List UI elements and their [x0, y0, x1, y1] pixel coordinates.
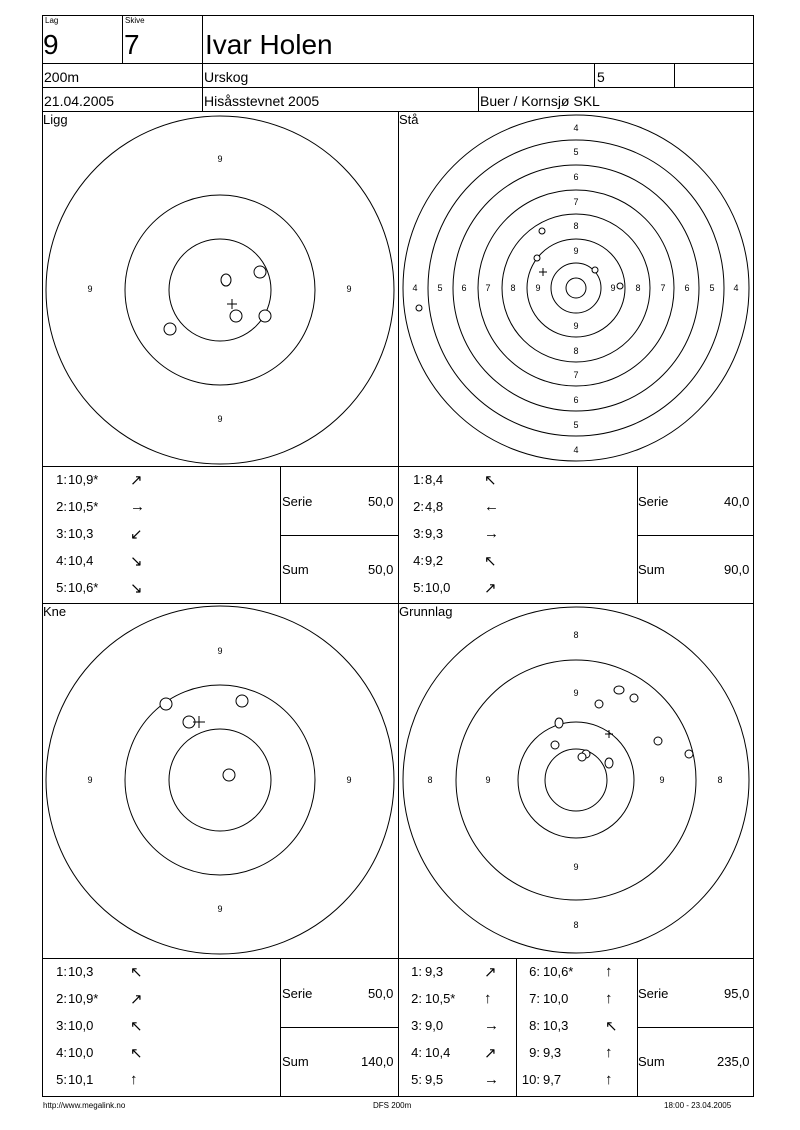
shot-hole [654, 737, 662, 745]
shot-value: 9,3 [543, 1045, 562, 1060]
shot-value: 9,3 [425, 526, 444, 541]
direction-arrow-icon: ↑ [605, 963, 613, 980]
svg-text:8: 8 [573, 221, 579, 231]
direction-arrow-icon: ↗ [130, 991, 143, 1008]
shot-number: 7: [529, 991, 540, 1006]
ligg-sum-label: Sum [282, 562, 309, 577]
shot-number: 4: [56, 553, 67, 568]
direction-arrow-icon: → [484, 1071, 499, 1088]
footer-center: DFS 200m [373, 1101, 412, 1110]
shot-hole [539, 228, 545, 234]
direction-arrow-icon: ↖ [484, 553, 497, 570]
ligg-serie-value: 50,0 [368, 494, 394, 509]
sta-target [398, 112, 754, 466]
shot-value: 10,5* [425, 991, 456, 1006]
kne-serie-label: Serie [282, 986, 313, 1001]
shot-number: 8: [529, 1018, 540, 1033]
sta-sum-label: Sum [638, 562, 665, 577]
shot-number: 2: [413, 499, 424, 514]
shot-value: 10,3 [68, 964, 94, 979]
shot-number: 2: [411, 991, 422, 1006]
mean-cross [605, 730, 613, 738]
ligg-target [42, 112, 398, 466]
kne-title: Kne [43, 604, 67, 619]
direction-arrow-icon: ← [484, 498, 499, 515]
svg-text:9: 9 [535, 283, 541, 293]
shot-value: 9,5 [425, 1072, 444, 1087]
svg-text:7: 7 [485, 283, 491, 293]
shot-hole [230, 310, 242, 322]
svg-text:9: 9 [573, 862, 579, 872]
shot-hole [254, 266, 266, 278]
lag-value: 9 [43, 29, 59, 60]
sta-title: Stå [399, 112, 419, 127]
direction-arrow-icon: ↖ [130, 1018, 143, 1035]
shot-number: 4: [413, 553, 424, 568]
svg-text:4: 4 [573, 123, 579, 133]
direction-arrow-icon: ↖ [484, 472, 497, 489]
shot-value: 10,1 [68, 1072, 94, 1087]
shot-number: 5: [411, 1072, 422, 1087]
svg-text:8: 8 [635, 283, 641, 293]
svg-text:6: 6 [684, 283, 690, 293]
shot-hole [605, 758, 613, 768]
shot-number: 3: [56, 526, 67, 541]
sta-serie-value: 40,0 [724, 494, 750, 509]
direction-arrow-icon: ↑ [484, 990, 492, 1007]
shot-hole [416, 305, 422, 311]
direction-arrow-icon: ↑ [130, 1071, 138, 1088]
date: 21.04.2005 [44, 93, 115, 109]
shot-value: 9,2 [425, 553, 444, 568]
distance: 200m [44, 69, 80, 85]
direction-arrow-icon: → [484, 525, 499, 542]
shot-number: 1: [411, 964, 422, 979]
shooter-name: Ivar Holen [205, 29, 333, 60]
ring-label: 9 [87, 284, 93, 294]
shot-hole [164, 323, 176, 335]
shot-number: 1: [56, 964, 67, 979]
svg-text:9: 9 [87, 775, 93, 785]
shot-number: 9: [529, 1045, 540, 1060]
shot-value: 10,0 [68, 1018, 94, 1033]
svg-text:4: 4 [733, 283, 739, 293]
svg-text:8: 8 [573, 630, 579, 640]
shot-hole [555, 718, 563, 728]
direction-arrow-icon: ↗ [130, 472, 143, 489]
shot-value: 10,3 [68, 526, 94, 541]
grunnlag-serie-value: 95,0 [724, 986, 750, 1001]
ligg-sum-value: 50,0 [368, 562, 394, 577]
svg-text:5: 5 [573, 420, 579, 430]
direction-arrow-icon: ↑ [605, 1044, 613, 1061]
footer-left: http://www.megalink.no [43, 1101, 126, 1110]
svg-text:9: 9 [485, 775, 491, 785]
shot-number: 6: [529, 964, 540, 979]
shot-hole [223, 769, 235, 781]
club: Urskog [204, 69, 249, 85]
shot-value: 9,0 [425, 1018, 444, 1033]
svg-text:7: 7 [573, 197, 579, 207]
shot-value: 10,6* [68, 580, 99, 595]
shot-hole [614, 686, 624, 694]
direction-arrow-icon: ↘ [130, 553, 143, 570]
shot-value: 4,8 [425, 499, 444, 514]
shot-number: 3: [413, 526, 424, 541]
shot-value: 10,0 [425, 580, 451, 595]
mean-cross [193, 716, 205, 728]
shot-hole [617, 283, 623, 289]
grunnlag-title: Grunnlag [399, 604, 453, 619]
shot-value: 10,5* [68, 499, 99, 514]
direction-arrow-icon: → [484, 1017, 499, 1034]
svg-text:8: 8 [573, 920, 579, 930]
shot-hole [221, 274, 231, 286]
svg-text:7: 7 [573, 370, 579, 380]
shot-number: 5: [56, 580, 67, 595]
shot-number: 4: [411, 1045, 422, 1060]
sta-serie-label: Serie [638, 494, 669, 509]
shot-hole [578, 753, 586, 761]
shot-number: 1: [413, 472, 424, 487]
ring-label: 9 [217, 154, 223, 164]
grunnlag-serie-label: Serie [638, 986, 669, 1001]
direction-arrow-icon: ↙ [130, 526, 143, 543]
shot-number: 3: [411, 1018, 422, 1033]
shot-value: 10,0 [543, 991, 569, 1006]
shot-number: 10: [521, 1072, 540, 1087]
svg-text:5: 5 [709, 283, 715, 293]
svg-text:6: 6 [573, 172, 579, 182]
direction-arrow-icon: ↖ [130, 964, 143, 981]
shot-number: 2: [56, 499, 67, 514]
direction-arrow-icon: ↗ [484, 580, 497, 597]
skive-value: 7 [124, 29, 140, 60]
ligg-title: Ligg [43, 112, 68, 127]
svg-text:9: 9 [573, 321, 579, 331]
shot-number: 2: [56, 991, 67, 1006]
shot-value: 10,3 [543, 1018, 569, 1033]
mean-cross [539, 268, 547, 276]
shot-value: 10,4 [68, 553, 94, 568]
grunnlag-target [398, 604, 754, 958]
shot-number: 5: [56, 1072, 67, 1087]
direction-arrow-icon: ↑ [605, 990, 613, 1007]
lag-label: Lag [45, 16, 59, 25]
shot-hole [236, 695, 248, 707]
svg-text:4: 4 [573, 445, 579, 455]
svg-text:8: 8 [573, 346, 579, 356]
shot-value: 9,3 [425, 964, 444, 979]
kne-sum-label: Sum [282, 1054, 309, 1069]
direction-arrow-icon: → [130, 498, 145, 515]
direction-arrow-icon: ↗ [484, 964, 497, 981]
svg-text:6: 6 [573, 395, 579, 405]
svg-text:9: 9 [217, 646, 223, 656]
svg-text:9: 9 [217, 904, 223, 914]
shot-value: 10,6* [543, 964, 574, 979]
kne-target [42, 604, 398, 958]
shot-hole [160, 698, 172, 710]
shot-value: 10,0 [68, 1045, 94, 1060]
svg-text:9: 9 [573, 688, 579, 698]
svg-text:9: 9 [573, 246, 579, 256]
shot-value: 9,7 [543, 1072, 562, 1087]
svg-text:8: 8 [717, 775, 723, 785]
direction-arrow-icon: ↖ [605, 1018, 618, 1035]
svg-text:8: 8 [510, 283, 516, 293]
ring-label: 9 [346, 284, 352, 294]
shot-hole [534, 255, 540, 261]
shot-number: 1: [56, 472, 67, 487]
direction-arrow-icon: ↖ [130, 1045, 143, 1062]
shot-hole [259, 310, 271, 322]
svg-text:9: 9 [346, 775, 352, 785]
kne-serie-value: 50,0 [368, 986, 394, 1001]
svg-text:8: 8 [427, 775, 433, 785]
grunnlag-sum-value: 235,0 [717, 1054, 750, 1069]
shot-hole [685, 750, 693, 758]
event: Hisåsstevnet 2005 [204, 93, 320, 109]
shot-value: 10,9* [68, 472, 99, 487]
shot-number: 4: [56, 1045, 67, 1060]
svg-text:9: 9 [610, 283, 616, 293]
shot-value: 10,4 [425, 1045, 451, 1060]
ring-label: 9 [217, 414, 223, 424]
footer-right: 18:00 - 23.04.2005 [664, 1101, 732, 1110]
direction-arrow-icon: ↘ [130, 580, 143, 597]
shot-value: 10,9* [68, 991, 99, 1006]
direction-arrow-icon: ↗ [484, 1045, 497, 1062]
shot-hole [592, 267, 598, 273]
svg-text:4: 4 [412, 283, 418, 293]
shot-number: 5: [413, 580, 424, 595]
venue: Buer / Kornsjø SKL [480, 93, 600, 109]
shot-hole [630, 694, 638, 702]
skive-label: Skive [125, 16, 145, 25]
shot-hole [595, 700, 603, 708]
shot-value: 8,4 [425, 472, 444, 487]
svg-text:9: 9 [659, 775, 665, 785]
direction-arrow-icon: ↑ [605, 1071, 613, 1088]
svg-text:5: 5 [573, 147, 579, 157]
ligg-serie-label: Serie [282, 494, 313, 509]
shot-hole [551, 741, 559, 749]
grunnlag-sum-label: Sum [638, 1054, 665, 1069]
mean-cross [227, 299, 237, 309]
class: 5 [597, 69, 605, 85]
sta-sum-value: 90,0 [724, 562, 750, 577]
svg-text:6: 6 [461, 283, 467, 293]
svg-text:5: 5 [437, 283, 443, 293]
svg-text:7: 7 [660, 283, 666, 293]
kne-sum-value: 140,0 [361, 1054, 394, 1069]
shot-number: 3: [56, 1018, 67, 1033]
